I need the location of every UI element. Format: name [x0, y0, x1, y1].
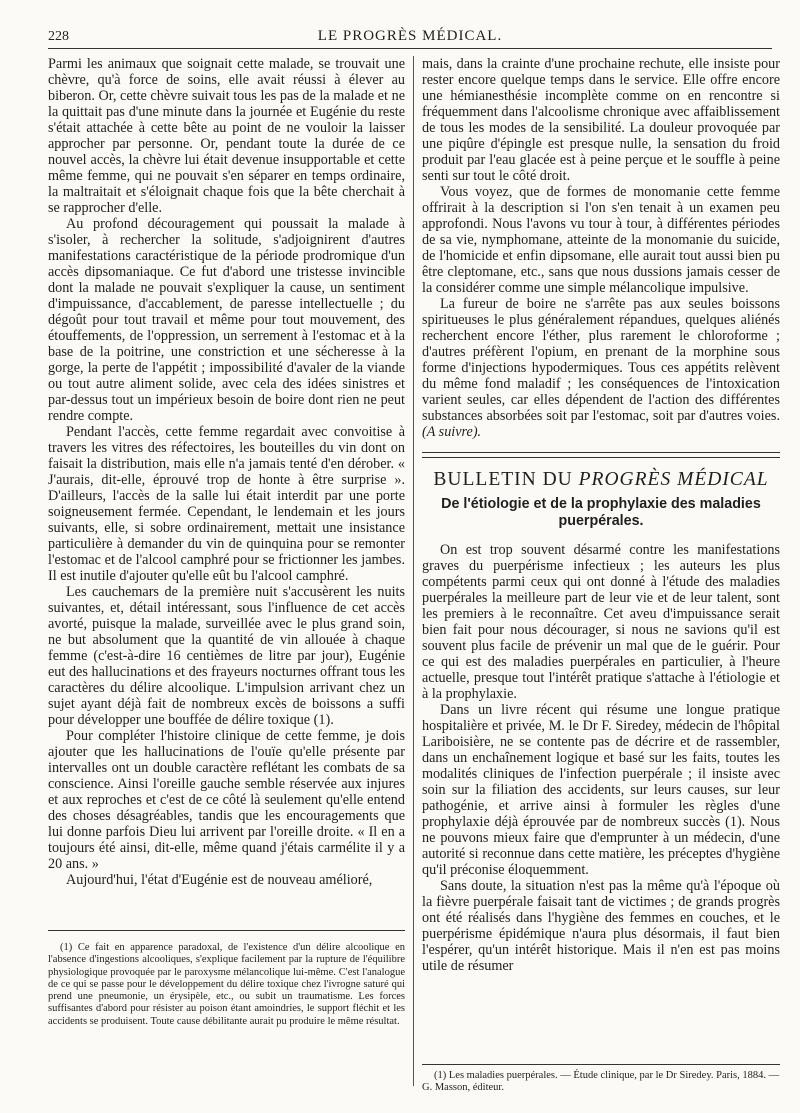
section-rule — [422, 452, 780, 458]
bulletin-title — [422, 469, 780, 490]
paragraph-text: La fureur de boire ne s'arrête pas aux seules boissons spiritueuses le plus généralement répandues, quelques aliénés recherchent encore l'éther, plus rarement le chloroforme ; d'autres préfèrent l'opium, en prenant de la morphine sous forme d'injections hypodermiques. Tous ces appétits relèvent du même fond maladif ; les conséquences de l'intoxication varient seules, car elles dépendent de l'action des différentes substances absorbées soit par l'estomac, soit par d'autres voies. — [422, 296, 780, 424]
footnote-text: (1) Ce fait en apparence paradoxal, de l'existence d'un délire alcoolique en l'absence d'ingestions alcooliques, s'explique facilement par la rupture de l'équilibre physiologique provoquée par le paroxysme mélancolique lui-même. C'est l'analogue de ce qui se passe pour le développement du délire toxique chez l'ivrogne saturé qui prend une pneumonie, un érysipèle, etc., ou subit un traumatisme. Les forces suffisantes d'abord pour résister au poison étant amoindries, le support fléchit et les accidents se produisent. Toute cause débilitante aurait pu produire le même résultat. — [48, 942, 405, 1027]
page-number: 228 — [48, 29, 69, 44]
footnote-rule — [422, 1064, 780, 1065]
paragraph: Pendant l'accès, cette femme regardait avec convoitise à travers les vitres des réfectoires, les bouteilles du vin dont on faisait la distribution, mais elle n'a jamais tenté d'en dérober. « J'aurais, dit-elle, éprouvé trop de honte à être surprise ». D'ailleurs, l'accès de la salle lui était interdit par une porte soigneusement fermée. Cependant, le lendemain et les jours suivants, elle, si sobre ordinairement, mettait une insistance particulière à demander du vin de quinquina pour se remonter l'estomac et de l'alcool camphré pour se frictionner les jambes. Il est inutile d'ajouter qu'elle eût bu l'alcool camphré. — [48, 424, 405, 584]
paragraph: On est trop souvent désarmé contre les manifestations graves du puerpérisme infectieux ; les auteurs les plus compétents parmi ceux qui ont donné à l'étude des maladies puerpérales la meilleure part de leur vie et de leur talent, sont les premiers à le reconnaître. Cet aveu d'impuissance serait bien fait pour nous décourager, si nous ne savions qu'il est souvent plus facile de prévenir un mal que de le guérir. Pour ce qui est des maladies puerpérales en particulier, à l'heure actuelle, presque tout l'intérêt pratique s'attache à l'étiologie et à la prophylaxie. — [422, 542, 780, 702]
paragraph: Au profond découragement qui poussait la malade à s'isoler, à rechercher la solitude, s'adjoignirent d'autres manifestations caractéristique de la période prodromique d'un accès dipsomaniaque. Ce fut d'abord une tristesse invincible dont la malade ne pouvait s'expliquer la cause, un sentiment d'impuissance, d'accablement, de paresse intellectuelle ; du dégoût pour tout travail et même pour tout mouvement, des étouffements, de l'oppression, un serrement à l'estomac et à la base de la poitrine, une constriction et une sécheresse à la gorge, la perte de l'appétit ; impossibilité d'avaler de la viande ou tout autre aliment solide, avec cela des idées sinistres et par-dessus tout un impérieux besoin de boire dont rien ne peut rendre compte. — [48, 216, 405, 424]
page-header — [48, 24, 772, 49]
left-column — [48, 56, 405, 888]
footnote-text: (1) Les maladies puerpérales. — Étude clinique, par le Dr Siredey. Paris, 1884. — G. Masson, éditeur. — [422, 1070, 780, 1094]
paragraph: Pour compléter l'histoire clinique de cette femme, je dois ajouter que les hallucinations de l'ouïe qu'elle présente par intervalles ont un double caractère reflétant les combats de sa conscience. Ainsi l'oreille gauche semble réservée aux injures et aux reproches et c'est de ce côté là seulement qu'elle entend des choses désagréables, tandis que les encouragements que lui donne parfois Dieu lui arrivent par l'oreille droite. « Il en a toujours été ainsi, dit-elle, même quand j'étais carmélite il y a 20 ans. » — [48, 728, 405, 872]
left-footnote — [48, 942, 405, 1028]
section-title: De l'étiologie et de la prophylaxie des maladies puerpérales. — [441, 496, 761, 529]
paragraph: Sans doute, la situation n'est pas la même qu'à l'époque où la fièvre puerpérale faisait tant de victimes ; de grands progrès ont été réalisés dans l'hygiène des femmes en couches, et le puerpérisme épidémique n'aura plus désormais, il faut bien l'espérer, qu'un intérêt historique. Mais il n'en est pas moins utile de résumer — [422, 878, 780, 974]
paragraph: Aujourd'hui, l'état d'Eugénie est de nouveau amélioré, — [66, 872, 373, 888]
paragraph: mais, dans la crainte d'une prochaine rechute, elle insiste pour rester encore quelque temps dans le service. Elle offre encore une hémianesthésie incomplète comme on en rencontre si fréquemment dans l'alcoolisme chronique avec affaiblissement de tous les modes de la sensibilité. La douleur provoquée par une piqûre d'épingle est presque nulle, la sensation du froid produit par l'eau glacée est à peine perçue et le souffle à peine senti sur tout le côté droit. — [422, 56, 780, 184]
paragraph: Parmi les animaux que soignait cette malade, se trouvait une chèvre, qu'à force de soins, elle avait réussi à élever au biberon. Or, cette chèvre suivait tous les pas de la malade et ne la quittait pas d'une minute dans la journée et Eugénie du reste s'était attachée à cette bête au point de ne vouloir la laisser approcher par personne. Or, pendant toute la durée de ce nouvel accès, la chèvre lui était devenue insupportable et cette même femme, qui ne pouvait s'en séparer en temps ordinaire, la maltraitait et s'éloignait chaque fois que la bête cherchait à se rapprocher d'elle. — [48, 56, 405, 216]
paragraph: Dans un livre récent qui résume une longue pratique hospitalière et privée, M. le Dr F. Siredey, médecin de l'hôpital Lariboisière, ne se contente pas de décrire et de rassembler, dans un enchaînement logique et basé sur les faits, toutes les modalités cliniques de l'infection puerpérale ; il insiste avec soin sur la filiation des accidents, sur leurs causes, sur leur pathogénie, et arrive ainsi à formuler les règles d'une prophylaxie déjà éprouvée par de nombreux succès (1). Nous ne pouvons mieux faire que d'emprunter à un médecin, d'une autorité si reconnue dans cette matière, les préceptes d'hygiène qu'il préconise éloquemment. — [422, 702, 780, 878]
paragraph: Les cauchemars de la première nuit s'accusèrent les nuits suivantes, et, détail intéressant, sous l'influence de cet accès avorté, puisque la malade, surveillée avec le plus grand soin, ne but absolument que la quantité de vin allouée à chaque femme (c'est-à-dire 16 centièmes de litre par jour), Eugénie eut des hallucinations et des frayeurs nocturnes offrant tous les caractères du délire alcoolique. L'impulsion arrivant chez un sujet ayant déjà fait de nombreux excès de boissons a suffi pour développer une bouffée de délire toxique (1). — [48, 584, 405, 728]
paragraph — [422, 296, 780, 440]
bulletin-title-italic: PROGRÈS MÉDICAL — [578, 469, 769, 490]
footnote-rule — [48, 930, 405, 931]
column-divider — [413, 56, 414, 1086]
to-be-continued: (A suivre). — [422, 424, 482, 440]
right-footnote — [422, 1070, 780, 1095]
right-column — [422, 56, 780, 974]
bulletin-title-plain: BULLETIN DU — [433, 469, 579, 490]
paragraph: Vous voyez, que de formes de monomanie cette femme offrirait à la description si l'on s'en tenait à un examen peu approfondi. Nous l'avons vu tour à tour, à différentes périodes de sa vie, nymphomane, atteinte de la monomanie du suicide, de l'homicide et enfin dipsomane, elle aurait tout aussi bien pu être cleptomane, etc., sans que nous dussions jamais cesser de la considérer comme une simple mélancolique impulsive. — [422, 184, 780, 296]
running-title: LE PROGRÈS MÉDICAL. — [317, 28, 503, 44]
